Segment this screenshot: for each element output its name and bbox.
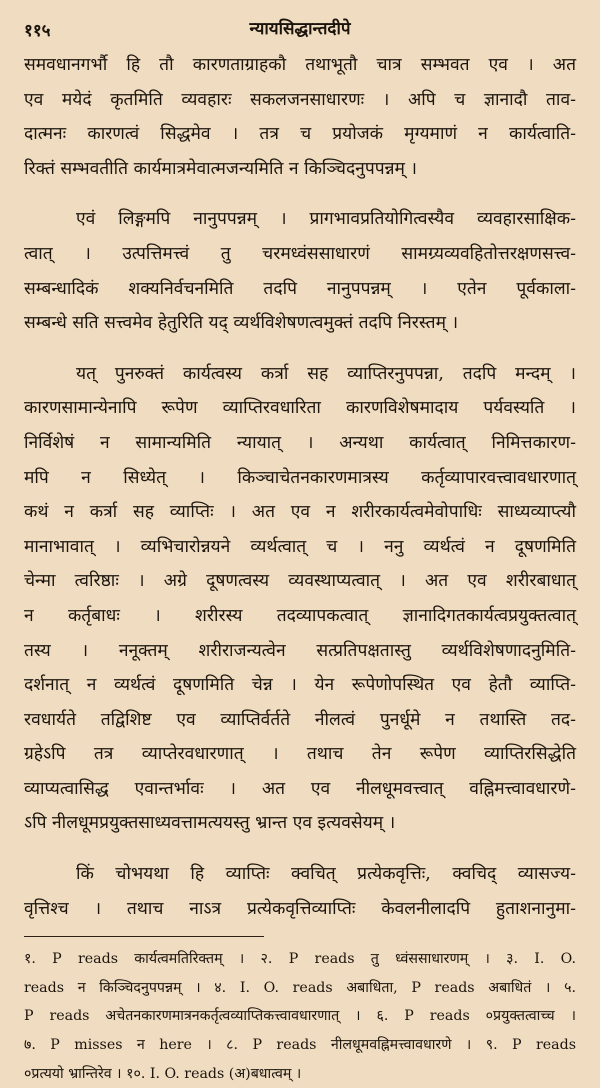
footnote-line: reads न किञ्चिदनुपपन्नम् । ४. I. O. reads अबाधिता, P reads अबाधितं । ५.	[24, 979, 576, 996]
paragraph-1	[24, 48, 576, 186]
paragraph-3	[24, 357, 576, 841]
footnote-line: ०प्रत्ययो भ्रान्तिरेव । १०. I. O. reads (अ)बधात्वम् ।	[24, 1065, 302, 1082]
text-line: वृत्तिश्च । तथाच नाऽत्र प्रत्येकवृत्तिव्याप्तिः केवलनीलादपि हुताशनानुमा-	[24, 898, 576, 919]
text-line: त्वात् । उत्पत्तिमत्त्वं तु चरमध्वंससाधारणं सामग्र्यव्यवहितोत्तरक्षणसत्त्व-	[24, 243, 576, 264]
text-line: मानाभावात् । व्यभिचारोन्नयने व्यर्थत्वात् च । ननु व्यर्थत्वं न दूषणमिति	[24, 536, 576, 557]
page-header	[24, 14, 576, 44]
text-line: सम्बन्धादिकं शक्यनिर्वचनमिति तदपि नानुपपन्नम् । एतेन पूर्वकाला-	[24, 278, 576, 299]
text-line: सम्बन्धे सति सत्त्वमेव हेतुरिति यद् व्यर्थविशेषणत्वमुक्तं तदपि निरस्तम् ।	[24, 313, 459, 334]
text-line: चेन्मा त्वरिष्ठाः । अग्रे दूषणत्वस्य व्यवस्थाप्यत्वात् । अत एव शरीरबाधात्	[24, 571, 576, 592]
text-line: रिक्तं सम्भवतीति कार्यमात्रमेवात्मजन्यमिति न किञ्चिदनुपपन्नम् ।	[24, 158, 418, 179]
text-line: मपि न सिध्येत् । किञ्चाचेतनकारणमात्रस्य कर्तृव्यापारवत्त्वावधारणात्	[24, 467, 576, 488]
text-line: कथं न कर्त्रा सह व्याप्तिः । अत एव न शरीरकार्यत्वमेवोपाधिः साध्यव्याप्त्यौ	[24, 502, 576, 523]
text-line: यत् पुनरुक्तं कार्यत्वस्य कर्त्रा सह व्याप्तिरनुपपन्ना, तदपि मन्दम् ।	[76, 363, 576, 384]
text-line: एवं लिङ्गमपि नानुपपन्नम् । प्रागभावप्रतियोगित्वस्यैव व्यवहारसाक्षिक-	[76, 209, 576, 230]
paragraph-2	[24, 202, 576, 340]
page-number: ११५	[24, 21, 51, 41]
text-line: समवधानगर्भौ हि तौ कारणताग्राहकौ तथाभूतौ चात्र सम्भवत एव । अत	[24, 55, 576, 75]
text-line: व्याप्यत्वासिद्ध एवान्तर्भावः । अत एव नीलधूमवत्त्वात् वह्निमत्त्वावधारणे-	[24, 778, 576, 799]
text-line: ग्रहेऽपि तत्र व्याप्तेरवधारणात् । तथाच तेन रूपेण व्याप्तिरसिद्धेति	[24, 744, 576, 765]
text-line: न कर्तृबाधः । शरीरस्य तदव्यापकत्वात् ज्ञानादिगतकार्यत्वप्रयुक्तत्वात्	[24, 605, 576, 626]
text-line: ऽपि नीलधूमप्रयुक्तसाध्यवत्तामत्ययस्तु भ्रान्त एव इत्यवसेयम् ।	[24, 813, 396, 834]
running-title: न्यायसिद्धान्तदीपे	[249, 19, 351, 39]
text-line: एव मयेदं कृतमिति व्यवहारः सकलजनसाधारणः । अपि च ज्ञानादौ ताव-	[24, 89, 576, 110]
text-line: तस्य । ननूक्तम् शरीराजन्यत्वेन सत्प्रतिपक्षतास्तु व्यर्थविशेषणादनुमिति-	[24, 640, 576, 661]
text-line: कारणसामान्येनापि रूपेण व्याप्तिरवधारिता कारणविशेषमादाय पर्यवस्यति ।	[24, 398, 576, 419]
paragraph-4	[24, 857, 576, 926]
text-line: रवधार्यते तद्विशिष्ट एव व्याप्तिर्वर्तते नीलत्वं पुनर्धूमे न तथास्ति तद-	[24, 709, 576, 730]
text-line: दात्मनः कारणत्वं सिद्धमेव । तत्र च प्रयोजकं मृग्यमाणं न कार्यत्वाति-	[24, 124, 576, 145]
footnote-line: P reads अचेतनकारणमात्रनकर्तृत्वव्याप्तिकत्त्वावधारणात् । ६. P reads ०प्रयुक्तत्वाच्च ।	[24, 1008, 576, 1025]
text-line: किं चोभयथा हि व्याप्तिः क्वचित् प्रत्येकवृत्तिः, क्वचिद् व्यासज्य-	[76, 864, 576, 885]
text-line: निर्विशेषं न सामान्यमिति न्यायात् । अन्यथा कार्यत्वात् निमित्तकारण-	[24, 432, 576, 453]
text-line: दर्शनात् न व्यर्थत्वं दूषणमिति चेन्न । येन रूपेणोपस्थित एव हेतौ व्याप्ति-	[24, 675, 576, 696]
footnote-line: ७. P misses न here । ८. P reads नीलधूमवह्निमत्त्वावधारणे । ९. P reads	[24, 1037, 576, 1054]
footnote-rule	[24, 936, 264, 937]
footnotes	[24, 945, 576, 1088]
footnote-line: १. P reads कार्यत्वमतिरिक्तम् । २. P reads तु ध्वंससाधारणम् । ३. I. O.	[24, 951, 576, 968]
